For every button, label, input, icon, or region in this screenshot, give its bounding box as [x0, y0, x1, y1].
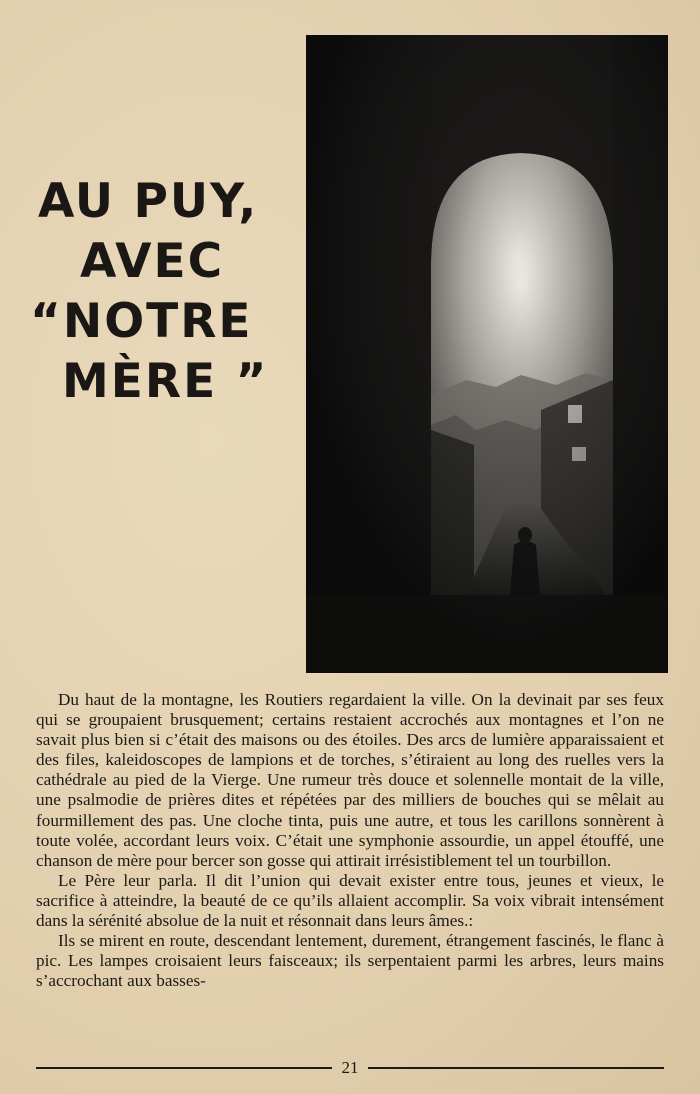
article-body	[36, 690, 664, 991]
paragraph-3: Ils se mirent en route, descendant lentement, durement, étrangement fascinés, le flanc à pic. Les lampes croisaient leurs faisceaux; ils serpentaient parmi les arbres, leurs mains s’accrochant aux basses-	[36, 931, 664, 991]
page-footer	[36, 1058, 664, 1078]
page-number: 21	[341, 1058, 359, 1077]
title-line-1: AU PUY,	[38, 174, 259, 229]
footer-rule-left	[36, 1067, 332, 1069]
article-title	[30, 172, 298, 412]
title-line-4: MÈRE ”	[62, 354, 269, 409]
title-line-3: “NOTRE	[30, 294, 253, 349]
paragraph-2: Le Père leur parla. Il dit l’union qui devait exister entre tous, jeunes et vieux, le sacrifice à atteindre, la beauté de ce qu’ils allaient accomplir. Sa voix vibrait intensément dans la sérénité absolue de la nuit et résonnait dans leurs âmes.:	[36, 870, 664, 931]
article-photo	[306, 35, 668, 673]
title-line-2: AVEC	[80, 234, 225, 289]
footer-rule-right	[368, 1067, 664, 1069]
paragraph-1: Du haut de la montagne, les Routiers regardaient la ville. On la devinait par ses feux qui se groupaient brusquement; certains restaient accrochés aux montagnes et l’on ne savait plus bien si c’était des maisons ou des étoiles. Des arcs de lumière apparaissaient et des files, kaleidoscopes de lampions et de torches, s’étiraient au long des ruelles vers la cathédrale au pied de la Vierge. Une rumeur très douce et solennelle montait de la ville, une psalmodie de prières dites et répétées par des milliers de bouches qui se mêlait au fourmillement des pas. Une cloche tinta, puis une autre, et tous les carillons sonnèrent à toute volée, accordant leurs voix. C’était une symphonie assourdie, un appel étouffé, une chanson de mère pour bercer son gosse qui attirait irrésistiblement tel un tourbillon.	[36, 690, 664, 870]
arched-gateway-photo	[306, 35, 668, 673]
